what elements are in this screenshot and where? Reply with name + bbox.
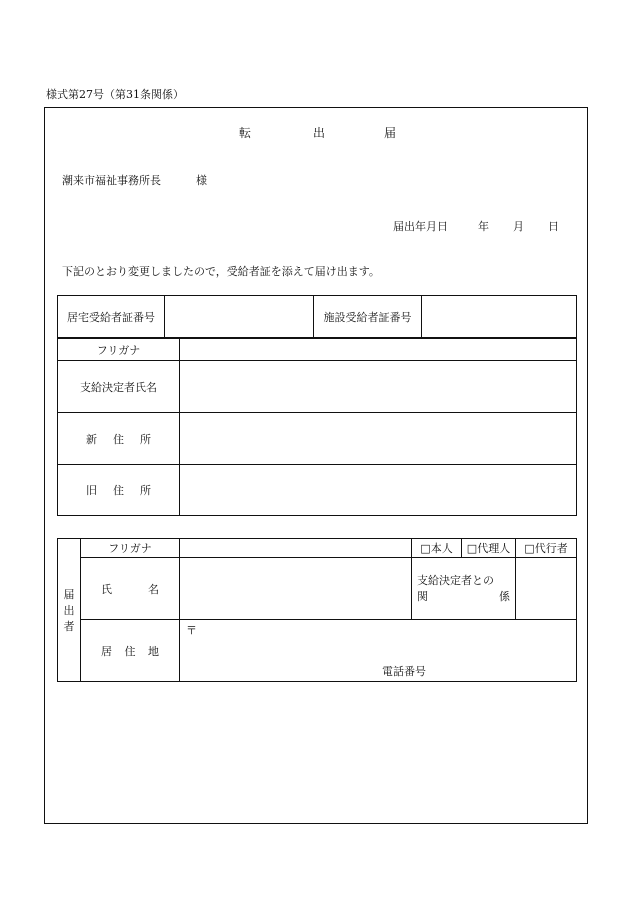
option-proxy[interactable]: □代行者 bbox=[516, 539, 577, 558]
title-char-1: 転 bbox=[239, 126, 252, 140]
home-cert-label: 居宅受給者証番号 bbox=[58, 296, 165, 338]
applicant-table bbox=[57, 538, 577, 682]
applicant-furigana-field[interactable] bbox=[180, 539, 412, 558]
intro-text: 下記のとおり変更しましたので，受給者証を添えて届け出ます。 bbox=[62, 265, 380, 278]
form-number-label: 様式第27号（第31条関係） bbox=[46, 88, 184, 101]
date-label: 届出年月日 bbox=[393, 220, 448, 233]
recipient-name-label: 支給決定者氏名 bbox=[58, 361, 180, 413]
relation-label: 支給決定者との 関 係 bbox=[412, 558, 516, 620]
recipient-furigana-label: フリガナ bbox=[58, 339, 180, 361]
certificate-number-table bbox=[57, 295, 577, 338]
home-cert-number-field[interactable] bbox=[165, 296, 314, 338]
applicant-furigana-label: フリガナ bbox=[81, 539, 180, 558]
facility-cert-number-field[interactable] bbox=[422, 296, 577, 338]
old-address-field[interactable] bbox=[180, 465, 577, 516]
postal-mark: 〒 bbox=[186, 624, 197, 637]
addressee: 潮来市福祉事務所長 bbox=[62, 174, 161, 187]
new-address-label: 新 住 所 bbox=[58, 413, 180, 465]
old-address-label: 旧 住 所 bbox=[58, 465, 180, 516]
recipient-furigana-field[interactable] bbox=[180, 339, 577, 361]
date-year: 年 bbox=[478, 220, 489, 233]
relation-field[interactable] bbox=[516, 558, 577, 620]
title-char-3: 届 bbox=[384, 126, 397, 140]
title-char-2: 出 bbox=[313, 126, 326, 140]
addressee-suffix: 様 bbox=[196, 174, 207, 187]
recipient-name-field[interactable] bbox=[180, 361, 577, 413]
date-day: 日 bbox=[548, 220, 559, 233]
applicant-name-label: 氏 名 bbox=[81, 558, 180, 620]
applicant-side-label: 届 出 者 bbox=[58, 539, 81, 682]
phone-label: 電話番号 bbox=[382, 665, 426, 678]
option-agent[interactable]: □代理人 bbox=[462, 539, 516, 558]
recipient-table bbox=[57, 338, 577, 516]
applicant-name-field[interactable] bbox=[180, 558, 412, 620]
date-month: 月 bbox=[513, 220, 524, 233]
facility-cert-label: 施設受給者証番号 bbox=[314, 296, 422, 338]
residence-field[interactable] bbox=[180, 620, 577, 682]
option-self[interactable]: □本人 bbox=[412, 539, 462, 558]
new-address-field[interactable] bbox=[180, 413, 577, 465]
residence-label: 居 住 地 bbox=[81, 620, 180, 682]
